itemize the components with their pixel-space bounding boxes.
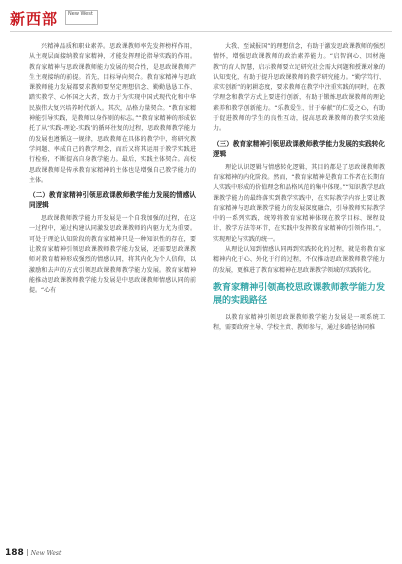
- journal-logo: [10, 8, 102, 28]
- page-footer: [5, 548, 61, 558]
- footer-divider: [27, 549, 28, 556]
- paragraph: 从理论认知到情感认同再到实践转化的过程，就是将教育家精神内化于心、外化于行的过程，不仅推动思政课教师教学能力的发展，更推进了教育家精神在思政课教学领域的实践转化。: [213, 246, 385, 274]
- paragraph: 以教育家精神引领思政课教师教学能力发展是一项系统工程，需要政府主导、学校主责、教师参与，通过多路径协同推: [213, 313, 385, 332]
- left-column: [29, 42, 196, 297]
- header-divider: [10, 31, 392, 32]
- paragraph: 思政课教师教学能力开发展是一个自我加强的过程，在这一过程中，通过构建认同激发思政课教师的内驱力尤为重要。可处于理论认知阶段的教育家精神只是一种知识性的存在，要让教育家精神引领思政课教师教学能力发展，还需要思政课教师对教育精神形成强烈的情感认同，将其内化为个人信仰，以激励和去声的方式引领思政课教师教学能力发展。教育家精神能推动思政课教师教学能力发展是中思政课教师情感认同的前提。“心有: [29, 215, 196, 295]
- section-heading: （三）教育家精神引领思政课教师教学能力发展的实践转化逻辑: [213, 139, 385, 158]
- right-column: [213, 42, 385, 334]
- page-number: 188: [5, 548, 24, 558]
- logo-text: 新西部: [10, 10, 59, 28]
- paragraph: 兴精神品质和职业素养。思政课教师率先发挥榜样作用，从主观层面接纳教育家精神，才能发挥理论指导实践的作用。教育家精神与思政课教师能力发展的契合性，是思政课教师产生主观接纳的前提。首先，目标导向契合。教育家精神与思政课教师能力发展都要求教师要坚定理想信念、勤勤恳恳工作、踏实教学、心怀国之大者，致力于为实现中国式现代化和中华民族伟大复兴培养时代新人。其次，品格力量契合。“教育家精神能引导实践，是教师以身作则的标志。”“教育家精神的形成依托了从‘实践-理论-实践’的循环往复的过程，思政教师教学能力的发展也遵循这一规律，思政教师在具体的教学中，将研究教学问题、率成自己的教学理念，而后又将其运用于教学实践进行检验，不断提高自身教学能力。最后，实践主体契合。高校思政课教师是传承教育家精神的主体也是增强自己教学能力的主体。: [29, 43, 196, 184]
- paragraph: 大我、至诚报国”的理想信念，有助于激发思政课教师的强烈情怀，增强思政课教师的政治素养能力。“启智润心、因材施教”的育人智慧，启示教师要立足研究社会需大问题和授课对象的认知变化，有助于提升思政课教师的教学研究能力。“勤学笃行、求实创新”的躬耕态度，要求教师在教学中注重实践的同时，在教学理念和教学方式上要进行创新，有助于锻炼思政课教师的理论素养和教学创新能力。“乐教爱生、甘于奉献”的仁爱之心，有助于促进教师的学生的良性互动，提高思政课教师的教学实效能力。: [213, 43, 385, 133]
- section-heading: （二）教育家精神引领思政课教师教学能力发展的情感认同逻辑: [29, 191, 196, 210]
- logo-tag: New West: [65, 10, 98, 25]
- major-heading: 教育家精神引领高校思政课教师教学能力发展的实践路径: [213, 282, 385, 306]
- footer-journal-name: New West: [30, 550, 62, 557]
- paragraph: 理论认识逻辑与情感转化逻辑，其目的都是了思政课教师教育家精神的内化阶段。然而，“教育家精神是教育工作者在长期育人实践中形成的价值理念和品格风范的集中体现。”“知识教学思政课教学能力的最终落实到教学实践中，在实际教学内容上要让教育家精神与思政课教学能力的发展深度融合，引导教师实际教学中的一系列实践，统筹将教育家精神体现在教学目标、课程设计、教学方法等环节，在实践中发挥教育家精神的引领作用。”，实现理论与实践的统一。: [213, 163, 385, 243]
